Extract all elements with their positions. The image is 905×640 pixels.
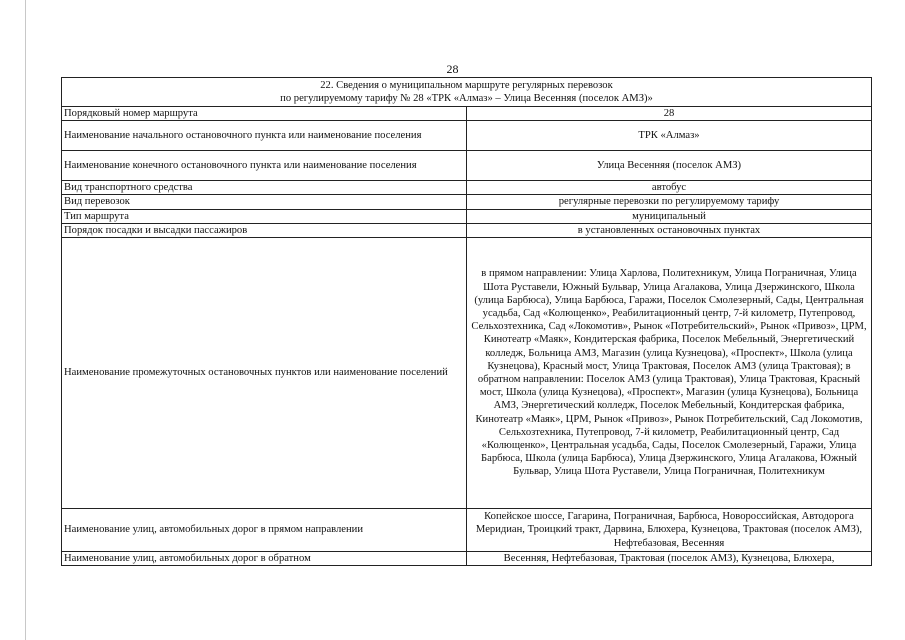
table-row [62,181,872,195]
table-row [62,552,872,566]
row-value-intermediate-stops: в прямом направлении: Улица Харлова, Политехникум, Улица Пограничная, Улица Шота Руставели, Южный Бульвар, Улица Агалакова, Улица Дзержинского, Школа (улица Барбюса), Улица Барбюса, Гаражи, Поселок Смолезерный, Сады, Центральная усадьба, Сад «Колющенко», Реабилитационный центр, 7-й километр, Путепровод, Сельхозтехника, Сад «Локомотив», Рынок «Потребительский», Рынок «Привоз», ЦРМ, Кинотеатр «Маяк», Кондитерская фабрика, Поселок Мебельный, Энергетический колледж, Больница АМЗ, Магазин (улица Кузнецова), «Проспект», Школа (улица Кузнецова), Красный мост, Улица Трактовая, Поселок АМЗ (улица Трактовая); в обратном направлении: Поселок АМЗ (улица Трактовая), Улица Трактовая, Красный мост, Школа (улица Кузнецова), «Проспект», Магазин (улица Кузнецова), Больница АМЗ, Энергетический колледж, Поселок Мебельный, Кондитерская фабрика, Кинотеатр «Маяк», ЦРМ, Рынок «Привоз», Рынок Потребительский, Сад Локомотив, Сельхозтехника, Путепровод, 7-й километр, Реабилитационный центр, Сад «Колющенко», Центральная усадьба, Сады, Поселок Смолезерный, Гаражи, Улица Барбюса, Школа (улица Барбюса), Улица Дзержинского, Улица Агалакова, Южный Бульвар, Улица Шота Руставели, Улица Пограничная, Политехникум [467,238,872,509]
table-row [62,107,872,121]
row-value-end-stop: Улица Весенняя (поселок АМЗ) [467,151,872,181]
table-row [62,509,872,552]
table-row [62,223,872,237]
row-label-streets-backward: Наименование улиц, автомобильных дорог в обратном [62,552,467,566]
page-edge-line [25,0,26,640]
table-row [62,209,872,223]
table-row [62,151,872,181]
row-label-route-type: Тип маршрута [62,209,467,223]
row-label-vehicle-type: Вид транспортного средства [62,181,467,195]
row-label-start-stop: Наименование начального остановочного пункта или наименование поселения [62,121,467,151]
route-info-table [61,77,872,566]
row-label-streets-forward: Наименование улиц, автомобильных дорог в прямом направлении [62,509,467,552]
table-row [62,238,872,509]
table-title-cell [62,78,872,107]
row-label-end-stop: Наименование конечного остановочного пункта или наименование поселения [62,151,467,181]
table-title-line-1: 22. Сведения о муниципальном маршруте регулярных перевозок [320,79,613,91]
row-value-vehicle-type: автобус [467,181,872,195]
row-value-streets-backward: Весенняя, Нефтебазовая, Трактовая (поселок АМЗ), Кузнецова, Блюхера, [467,552,872,566]
table-row [62,195,872,209]
row-value-boarding-order: в установленных остановочных пунктах [467,223,872,237]
row-label-transport-kind: Вид перевозок [62,195,467,209]
row-value-start-stop: ТРК «Алмаз» [467,121,872,151]
row-label-route-number: Порядковый номер маршрута [62,107,467,121]
row-value-transport-kind: регулярные перевозки по регулируемому тарифу [467,195,872,209]
row-value-route-type: муниципальный [467,209,872,223]
table-title-line-2: по регулируемому тарифу № 28 «ТРК «Алмаз» – Улица Весенняя (поселок АМЗ)» [280,93,653,104]
row-label-boarding-order: Порядок посадки и высадки пассажиров [62,223,467,237]
table-header-row [62,78,872,107]
row-value-route-number: 28 [467,107,872,121]
row-label-intermediate-stops: Наименование промежуточных остановочных пунктов или наименование поселений [62,238,467,509]
table-row [62,121,872,151]
page-number: 28 [446,62,459,76]
row-value-streets-forward: Копейское шоссе, Гагарина, Пограничная, Барбюса, Новороссийская, Автодорога Меридиан, Троицкий тракт, Дарвина, Блюхера, Кузнецова, Трактовая (поселок АМЗ), Нефтебазовая, Весенняя [467,509,872,552]
